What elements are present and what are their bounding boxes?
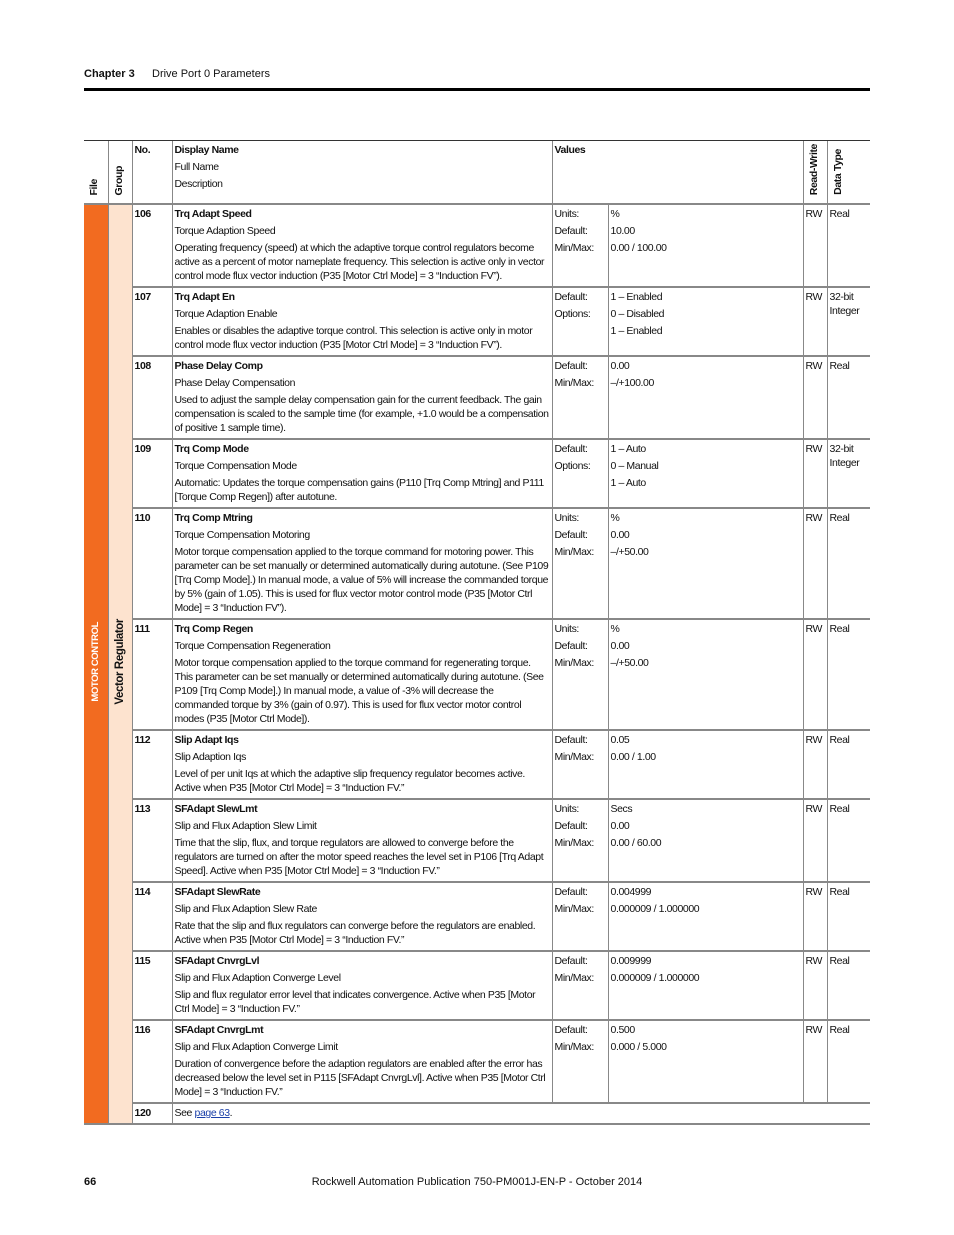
value-label: Default:: [554, 886, 588, 898]
table-row: [84, 799, 870, 882]
value-item: 0 – Disabled: [610, 308, 665, 320]
values-labels: [552, 508, 608, 619]
param-name-cell: [172, 882, 552, 951]
value-label: Units:: [554, 623, 579, 635]
header-rule: [84, 88, 870, 91]
value-item: 0.00: [610, 820, 630, 832]
values-labels: [552, 619, 608, 730]
col-header-values: Values: [552, 141, 803, 205]
data-type-cell: Real: [827, 356, 870, 439]
values-values: [608, 799, 803, 882]
col-header-data-type: Data Type: [827, 141, 870, 205]
param-full-name: Slip and Flux Adaption Slew Limit: [174, 820, 317, 832]
param-description: Enables or disables the adaptive torque control. This selection is active only in motor control mode flux vector induction (P35 [Motor Ctrl Mode] = 3 “Induction FV”).: [174, 325, 533, 351]
param-description: Rate that the slip and flux regulators can converge before the regulators are enabled. Active when P35 [Motor Ctrl Mode] = 3 “Induction FV.”: [174, 920, 536, 946]
data-type-cell: 32-bit Integer: [827, 439, 870, 508]
value-item: 0.00: [610, 360, 630, 372]
param-full-name: Torque Adaption Speed: [174, 225, 276, 237]
param-display-name: Trq Adapt Speed: [174, 208, 252, 220]
col-header-read-write: Read-Write: [803, 141, 827, 205]
param-number: 113: [132, 799, 172, 882]
value-item: Secs: [610, 803, 633, 815]
read-write-cell: RW: [803, 951, 827, 1020]
values-labels: [552, 356, 608, 439]
value-item: 0.00 / 1.00: [610, 751, 656, 763]
values-labels: [552, 204, 608, 287]
param-display-name: Slip Adapt Iqs: [174, 734, 239, 746]
param-name-cell: [172, 356, 552, 439]
param-full-name: Torque Adaption Enable: [174, 308, 278, 320]
param-number: 114: [132, 882, 172, 951]
col-header-no: No.: [132, 141, 172, 205]
parameter-table: [84, 140, 870, 1125]
value-label: Default:: [554, 443, 588, 455]
table-row: [84, 951, 870, 1020]
table-row: [84, 1103, 870, 1124]
col-header-description: Description: [174, 178, 223, 190]
see-reference-cell: [172, 1103, 870, 1124]
value-item: 0.004999: [610, 886, 652, 898]
param-name-cell: [172, 508, 552, 619]
value-label: Default:: [554, 291, 588, 303]
param-description: Motor torque compensation applied to the torque command for motoring power. This parameter can be set manually or determined automatically during autotune. (See P109 [Trq Comp Mode].) In manual mode, a value of 5% will increase the commanded torque by 5% (gain of 1.05). This is used for flux vector motor control mode (P35 [Motor Ctrl Mode] = 3 “Induction FV”).: [174, 546, 549, 614]
value-item: 0.500: [610, 1024, 635, 1036]
value-item: 0.05: [610, 734, 630, 746]
read-write-cell: RW: [803, 204, 827, 287]
data-type-cell: 32-bit Integer: [827, 287, 870, 356]
param-full-name: Slip and Flux Adaption Converge Limit: [174, 1041, 338, 1053]
values-labels: [552, 287, 608, 356]
param-description: Automatic: Updates the torque compensation gains (P110 [Trq Comp Mtring] and P111 [Torque Comp Regen]) after autotune.: [174, 477, 544, 503]
read-write-cell: RW: [803, 799, 827, 882]
publication-footer: Rockwell Automation Publication 750-PM001J-EN-P - October 2014: [311, 1176, 643, 1188]
table-row: [84, 730, 870, 799]
value-item: 0.00 / 60.00: [610, 837, 662, 849]
param-full-name: Slip and Flux Adaption Converge Level: [174, 972, 341, 984]
param-number: 120: [132, 1103, 172, 1124]
param-description: Duration of convergence before the adaption regulators are enabled after the error has decreased below the level set in P115 [SFAdapt CnvrgLvl]. Active when P35 [Motor Ctrl Mode] = 3 “Induction FV.”: [174, 1058, 546, 1098]
values-labels: [552, 951, 608, 1020]
param-name-cell: [172, 730, 552, 799]
param-display-name: SFAdapt SlewLmt: [174, 803, 258, 815]
param-full-name: Torque Compensation Motoring: [174, 529, 310, 541]
read-write-cell: RW: [803, 356, 827, 439]
value-item: 0.009999: [610, 955, 652, 967]
param-full-name: Phase Delay Compensation: [174, 377, 296, 389]
value-label: Default:: [554, 1024, 588, 1036]
value-label: Options:: [554, 460, 591, 472]
values-labels: [552, 439, 608, 508]
read-write-cell: RW: [803, 730, 827, 799]
param-number: 109: [132, 439, 172, 508]
value-label: Min/Max:: [554, 1041, 594, 1053]
values-labels: [552, 882, 608, 951]
value-label: Options:: [554, 308, 591, 320]
page-header: [84, 66, 870, 86]
value-item: –/+50.00: [610, 657, 649, 669]
see-text: See: [174, 1107, 195, 1119]
value-item: 0.000009 / 1.000000: [610, 903, 700, 915]
value-item: 0.00: [610, 640, 630, 652]
param-name-cell: [172, 287, 552, 356]
col-header-file: File: [84, 141, 108, 205]
param-name-cell: [172, 1020, 552, 1103]
param-number: 115: [132, 951, 172, 1020]
values-labels: [552, 730, 608, 799]
values-values: [608, 439, 803, 508]
values-values: [608, 356, 803, 439]
values-values: [608, 287, 803, 356]
col-header-full-name: Full Name: [174, 161, 219, 173]
values-values: [608, 619, 803, 730]
values-values: [608, 951, 803, 1020]
table-row: [84, 619, 870, 730]
param-number: 107: [132, 287, 172, 356]
value-label: Default:: [554, 225, 588, 237]
read-write-cell: RW: [803, 619, 827, 730]
param-description: Motor torque compensation applied to the torque command for regenerating torque. This parameter can be set manually or determined automatically during autotune. (See P109 [Trq Comp Mode].) In manual mode, a value of -3% will decrease the commanded torque by 3% (gain of 0.97). This is used for flux vector motor control modes (P35 [Motor Ctrl Mode]).: [174, 657, 544, 725]
param-name-cell: [172, 439, 552, 508]
data-type-cell: Real: [827, 951, 870, 1020]
value-item: 0.000 / 5.000: [610, 1041, 667, 1053]
page-63-link[interactable]: page 63: [194, 1107, 230, 1119]
param-number: 116: [132, 1020, 172, 1103]
value-label: Default:: [554, 820, 588, 832]
col-header-display-name: Display Name: [174, 144, 239, 156]
value-label: Min/Max:: [554, 751, 594, 763]
data-type-cell: Real: [827, 204, 870, 287]
data-type-cell: Real: [827, 619, 870, 730]
values-values: [608, 730, 803, 799]
param-display-name: Phase Delay Comp: [174, 360, 263, 372]
value-label: Default:: [554, 360, 588, 372]
read-write-cell: RW: [803, 508, 827, 619]
table-row: [84, 1020, 870, 1103]
value-label: Min/Max:: [554, 242, 594, 254]
read-write-cell: RW: [803, 439, 827, 508]
data-type-cell: Real: [827, 508, 870, 619]
see-end: .: [229, 1107, 233, 1119]
table-row: [84, 439, 870, 508]
value-label: Default:: [554, 640, 588, 652]
table-row: [84, 508, 870, 619]
value-label: Min/Max:: [554, 903, 594, 915]
param-description: Used to adjust the sample delay compensation gain for the current feedback. The gain compensation is scaled to the sample time (for example, +1.0 would be a compensation of positive 1 sample time).: [174, 394, 549, 434]
param-display-name: Trq Comp Mode: [174, 443, 249, 455]
table-row: [84, 356, 870, 439]
param-display-name: SFAdapt CnvrgLmt: [174, 1024, 264, 1036]
values-values: [608, 508, 803, 619]
col-header-group: Group: [108, 141, 132, 205]
param-full-name: Torque Compensation Regeneration: [174, 640, 331, 652]
values-values: [608, 204, 803, 287]
read-write-cell: RW: [803, 287, 827, 356]
value-label: Min/Max:: [554, 657, 594, 669]
value-item: 0.00 / 100.00: [610, 242, 667, 254]
value-label: Default:: [554, 529, 588, 541]
chapter-title: Drive Port 0 Parameters: [152, 68, 270, 80]
value-label: Min/Max:: [554, 377, 594, 389]
value-item: 10.00: [610, 225, 635, 237]
param-name-cell: [172, 951, 552, 1020]
param-description: Operating frequency (speed) at which the adaptive torque control regulators become active as a percent of motor nameplate frequency. This selection is active only in vector control mode flux vector induction (P35 [Motor Ctrl Mode] = 3 “Induction FV”).: [174, 242, 545, 282]
value-item: –/+100.00: [610, 377, 654, 389]
data-type-cell: Real: [827, 1020, 870, 1103]
value-item: –/+50.00: [610, 546, 649, 558]
value-label: Min/Max:: [554, 837, 594, 849]
param-name-cell: [172, 619, 552, 730]
value-label: Units:: [554, 803, 579, 815]
param-description: Level of per unit Iqs at which the adaptive slip frequency regulator becomes active. Active when P35 [Motor Ctrl Mode] = 3 “Induction FV.”: [174, 768, 525, 794]
param-description: Time that the slip, flux, and torque regulators are allowed to converge before the regulators are turned on after the motor speed reaches the level set in P106 [Trq Adapt Speed]. Active when P35 [Motor Ctrl Mode] = 3 “Induction FV.”: [174, 837, 544, 877]
param-number: 106: [132, 204, 172, 287]
value-item: 1 – Enabled: [610, 325, 663, 337]
values-values: [608, 1020, 803, 1103]
value-label: Units:: [554, 512, 579, 524]
param-display-name: SFAdapt SlewRate: [174, 886, 261, 898]
values-labels: [552, 799, 608, 882]
value-item: %: [610, 623, 620, 635]
value-label: Default:: [554, 955, 588, 967]
param-number: 111: [132, 619, 172, 730]
param-full-name: Torque Compensation Mode: [174, 460, 297, 472]
param-number: 108: [132, 356, 172, 439]
param-description: Slip and flux regulator error level that indicates convergence. Active when P35 [Motor Ctrl Mode] = 3 “Induction FV.”: [174, 989, 536, 1015]
value-item: 0.00: [610, 529, 630, 541]
page-number: 66: [84, 1176, 97, 1188]
param-number: 110: [132, 508, 172, 619]
param-display-name: SFAdapt CnvrgLvl: [174, 955, 260, 967]
param-name-cell: [172, 204, 552, 287]
param-display-name: Trq Adapt En: [174, 291, 235, 303]
value-label: Min/Max:: [554, 972, 594, 984]
chapter-label: Chapter 3: [84, 68, 135, 80]
value-item: 1 – Auto: [610, 477, 646, 489]
table-row: [84, 882, 870, 951]
value-item: %: [610, 208, 620, 220]
value-item: %: [610, 512, 620, 524]
file-cell: MOTOR CONTROL: [84, 204, 108, 1124]
param-name-cell: [172, 799, 552, 882]
value-item: 0.000009 / 1.000000: [610, 972, 700, 984]
values-values: [608, 882, 803, 951]
table-row: [84, 287, 870, 356]
data-type-cell: Real: [827, 799, 870, 882]
param-full-name: Slip and Flux Adaption Slew Rate: [174, 903, 317, 915]
value-item: 1 – Enabled: [610, 291, 663, 303]
value-item: 0 – Manual: [610, 460, 659, 472]
value-item: 1 – Auto: [610, 443, 646, 455]
value-label: Min/Max:: [554, 546, 594, 558]
group-cell: Vector Regulator: [108, 204, 132, 1124]
data-type-cell: Real: [827, 882, 870, 951]
values-labels: [552, 1020, 608, 1103]
data-type-cell: Real: [827, 730, 870, 799]
read-write-cell: RW: [803, 882, 827, 951]
col-header-name: [172, 141, 552, 205]
param-full-name: Slip Adaption Iqs: [174, 751, 246, 763]
table-header-row: [84, 141, 870, 205]
read-write-cell: RW: [803, 1020, 827, 1103]
param-display-name: Trq Comp Mtring: [174, 512, 253, 524]
table-row: [84, 204, 870, 287]
value-label: Units:: [554, 208, 579, 220]
value-label: Default:: [554, 734, 588, 746]
param-display-name: Trq Comp Regen: [174, 623, 253, 635]
param-number: 112: [132, 730, 172, 799]
